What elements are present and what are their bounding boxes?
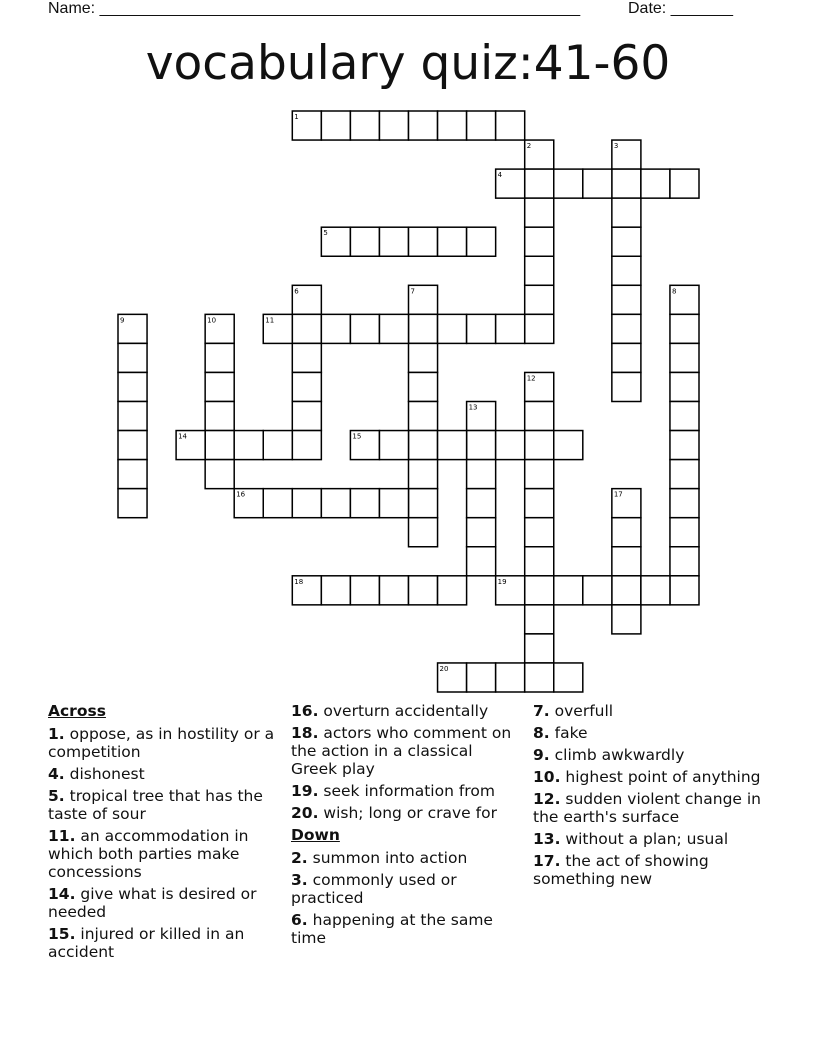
grid-cell[interactable] [438,227,467,256]
grid-cell[interactable] [350,489,379,518]
grid-cell[interactable] [409,314,438,343]
grid-cell[interactable] [292,314,321,343]
clue-number-20: 20 [439,664,449,673]
clues-column-1 [48,702,280,965]
clue-number-5: 5 [323,229,328,238]
grid-cell[interactable] [350,227,379,256]
grid-cell[interactable] [554,663,583,692]
clue-number-9: 9 [120,316,125,325]
grid-cell[interactable] [467,431,496,460]
clue-down-13: 13. without a plan; usual [533,830,729,848]
clue-number-17: 17 [613,490,623,499]
grid-cell[interactable] [118,343,147,372]
clue-down-12: 12. sudden violent change in the earth's surface [533,790,762,826]
grid-cell[interactable] [118,431,147,460]
grid-cell[interactable] [525,576,554,605]
grid-cell[interactable] [612,314,641,343]
date-field-label: Date: _______ [628,0,733,17]
grid-cell[interactable] [554,576,583,605]
grid-cell[interactable] [118,402,147,431]
grid-cell[interactable] [409,518,438,547]
grid-cell[interactable] [670,460,699,489]
grid-cell[interactable] [525,547,554,576]
grid-cell[interactable] [409,460,438,489]
clue-down-10: 10. highest point of anything [533,768,761,786]
grid-cell[interactable] [263,431,292,460]
grid-cell[interactable] [670,169,699,198]
grid-cell[interactable] [409,111,438,140]
grid-cell[interactable] [612,518,641,547]
grid-cell[interactable] [438,314,467,343]
clues-column-3 [533,702,773,892]
name-field-label: Name: ______________________________________________________ [48,0,581,17]
grid-cell[interactable] [379,431,408,460]
clue-number-3: 3 [613,142,619,151]
grid-cell[interactable] [350,111,379,140]
grid-cell[interactable] [205,402,234,431]
grid-cell[interactable] [118,372,147,401]
grid-cell[interactable] [467,663,496,692]
clue-number-10: 10 [207,316,217,325]
grid-cell[interactable] [467,518,496,547]
grid-cell[interactable] [409,431,438,460]
clue-down-17: 17. the act of showing something new [533,852,709,888]
grid-cell[interactable] [641,576,670,605]
page-title: vocabulary quiz:41-60 [145,36,671,91]
grid-cell[interactable] [496,111,525,140]
clue-across-16: 16. overturn accidentally [291,702,489,720]
grid-cell[interactable] [525,663,554,692]
grid-cell[interactable] [379,576,408,605]
grid-cell[interactable] [379,489,408,518]
clue-down-7: 7. overfull [533,702,614,720]
clue-down-9: 9. climb awkwardly [533,746,685,764]
grid-cell[interactable] [205,431,234,460]
clue-across-11: 11. an accommodation in which both parties make concessions [48,827,249,881]
clue-number-14: 14 [178,432,188,441]
grid-cell[interactable] [321,576,350,605]
grid-cell[interactable] [612,198,641,227]
grid-cell[interactable] [205,372,234,401]
grid-cell[interactable] [292,343,321,372]
grid-cell[interactable] [467,489,496,518]
grid-cell[interactable] [670,547,699,576]
clue-number-8: 8 [671,287,677,296]
grid-cell[interactable] [438,576,467,605]
grid-cell[interactable] [321,489,350,518]
grid-cell[interactable] [612,343,641,372]
grid-cell[interactable] [467,460,496,489]
clue-number-19: 19 [497,577,507,586]
grid-cell[interactable] [205,460,234,489]
grid-cell[interactable] [409,227,438,256]
clue-number-11: 11 [265,316,275,325]
grid-cell[interactable] [525,431,554,460]
grid-cell[interactable] [525,634,554,663]
clue-down-2: 2. summon into action [291,849,468,867]
clue-number-16: 16 [236,490,246,499]
down-heading: Down [291,826,340,844]
grid-cell[interactable] [554,169,583,198]
grid-cell[interactable] [612,372,641,401]
grid-cell[interactable] [612,285,641,314]
grid-cell[interactable] [467,547,496,576]
clue-number-15: 15 [352,432,362,441]
grid-cell[interactable] [612,547,641,576]
grid-cell[interactable] [525,314,554,343]
grid-cell[interactable] [409,343,438,372]
clue-number-6: 6 [294,287,299,296]
grid-cell[interactable] [525,402,554,431]
grid-cell[interactable] [670,343,699,372]
across-heading: Across [48,702,106,720]
grid-cell[interactable] [641,169,670,198]
grid-cell[interactable] [438,431,467,460]
grid-cell[interactable] [467,314,496,343]
grid-cell[interactable] [263,489,292,518]
clue-down-3: 3. commonly used or practiced [291,871,457,907]
grid-cell[interactable] [379,314,408,343]
grid-cell[interactable] [670,489,699,518]
grid-cell[interactable] [438,111,467,140]
clue-across-14: 14. give what is desired or needed [48,885,257,921]
grid-cell[interactable] [379,227,408,256]
clue-across-18: 18. actors who comment on the action in a classical Greek play [291,724,512,778]
grid-cell[interactable] [292,372,321,401]
grid-cell[interactable] [467,227,496,256]
clue-across-4: 4. dishonest [48,765,145,783]
grid-cell[interactable] [409,372,438,401]
clues-column-2 [291,702,523,951]
grid-cell[interactable] [321,314,350,343]
grid-cell[interactable] [205,343,234,372]
clue-number-18: 18 [294,577,304,586]
clue-number-13: 13 [468,403,478,412]
grid-cell[interactable] [525,489,554,518]
grid-cell[interactable] [525,256,554,285]
grid-cell[interactable] [525,227,554,256]
grid-cell[interactable] [118,460,147,489]
grid-cell[interactable] [525,198,554,227]
grid-cell[interactable] [670,314,699,343]
clue-across-1: 1. oppose, as in hostility or a competition [48,725,275,761]
clue-across-20: 20. wish; long or crave for [291,804,497,822]
grid-cell[interactable] [496,431,525,460]
grid-cell[interactable] [321,111,350,140]
grid-cell[interactable] [612,576,641,605]
grid-cell[interactable] [670,518,699,547]
grid-cell[interactable] [350,576,379,605]
grid-cell[interactable] [379,111,408,140]
clue-number-7: 7 [410,287,415,296]
grid-cell[interactable] [525,518,554,547]
grid-cell[interactable] [583,576,612,605]
grid-cell[interactable] [467,111,496,140]
grid-cell[interactable] [409,576,438,605]
grid-cell[interactable] [118,489,147,518]
grid-cell[interactable] [554,431,583,460]
grid-cell[interactable] [409,402,438,431]
grid-cell[interactable] [670,372,699,401]
grid-cell[interactable] [670,576,699,605]
grid-cell[interactable] [234,431,263,460]
grid-cell[interactable] [612,256,641,285]
clue-number-1: 1 [294,113,299,121]
grid-cell[interactable] [525,605,554,634]
grid-cell[interactable] [612,169,641,198]
clue-across-5: 5. tropical tree that has the taste of sour [48,787,263,823]
clue-down-8: 8. fake [533,724,588,742]
grid-cell[interactable] [670,402,699,431]
grid-cell[interactable] [612,227,641,256]
grid-cell[interactable] [409,489,438,518]
grid-cell[interactable] [583,169,612,198]
grid-cell[interactable] [496,663,525,692]
clue-down-6: 6. happening at the same time [291,911,493,947]
grid-cell[interactable] [670,431,699,460]
grid-cell[interactable] [496,314,525,343]
grid-cell[interactable] [525,169,554,198]
grid-cell[interactable] [292,431,321,460]
grid-cell[interactable] [292,489,321,518]
grid-cell[interactable] [525,285,554,314]
grid-cell[interactable] [612,605,641,634]
clue-number-12: 12 [526,374,536,383]
clue-across-15: 15. injured or killed in an accident [48,925,245,961]
clue-number-2: 2 [526,142,532,151]
grid-cell[interactable] [350,314,379,343]
clue-across-19: 19. seek information from [291,782,495,800]
grid-cell[interactable] [525,460,554,489]
grid-cell[interactable] [292,402,321,431]
clue-number-4: 4 [497,171,503,180]
